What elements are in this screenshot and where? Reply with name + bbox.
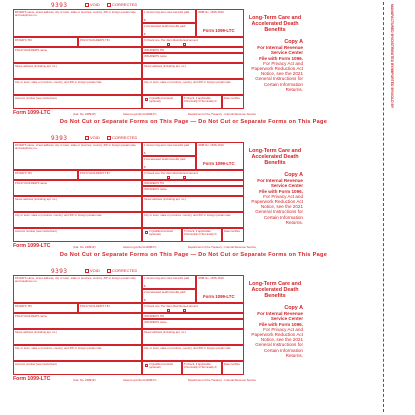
- city-label: City or town, state or province, country, and ZIP or foreign postal code: [144, 81, 231, 84]
- cat-number: (Cat. No. 23891P): [73, 112, 96, 116]
- policyholder-tin-box[interactable]: [78, 303, 142, 313]
- policyholder-city-box[interactable]: [13, 212, 142, 228]
- copy-a-label: Copy A: [284, 39, 303, 45]
- form-copy-2: [13, 135, 374, 268]
- box4[interactable]: [142, 95, 182, 109]
- reimbursed-checkbox[interactable]: [183, 309, 186, 312]
- account-label: Account number (see instructions): [15, 230, 58, 233]
- copy-for-label: For Internal Revenue Service Center: [257, 178, 303, 189]
- date-certified-box[interactable]: [222, 361, 244, 375]
- omb-box: [196, 9, 244, 37]
- side-vertical-text: MANUFACTURED BY/DISTRIBUTED BY/IMPORTED BY/SOLD BY: [390, 4, 394, 109]
- reimbursed-checkbox[interactable]: [183, 176, 186, 179]
- insured-street-box[interactable]: [142, 63, 244, 79]
- payer-label: PAYER'S name, street address, city or town, state or province, country, ZIP or foreign postal code, and telephone no.: [15, 11, 137, 18]
- form-year-label: Form 1099-LTC: [203, 294, 235, 299]
- box3-label: 3 Check one: Per diem Reimbursed amount: [144, 305, 199, 308]
- street-label: Street address (including apt. no.): [144, 198, 186, 201]
- omb-box: [196, 142, 244, 170]
- box2[interactable]: [142, 23, 196, 37]
- payer-label: PAYER'S name, street address, city or town, state or province, country, ZIP or foreign postal code, and telephone no.: [15, 144, 137, 151]
- void-checkbox[interactable]: [85, 269, 89, 273]
- qualified-contract-checkbox[interactable]: [145, 231, 148, 234]
- street-label: Street address (including apt. no.): [15, 198, 57, 201]
- policyholder-street-box[interactable]: [13, 63, 142, 79]
- insured-street-box[interactable]: [142, 196, 244, 212]
- insured-name-label: INSURED'S name: [144, 188, 167, 191]
- void-checkbox[interactable]: [85, 3, 89, 7]
- qualified-contract-checkbox[interactable]: [145, 98, 148, 101]
- form-name-footer: Form 1099-LTC: [13, 376, 51, 382]
- policyholder-city-box[interactable]: [13, 79, 142, 95]
- form-name-footer: Form 1099-LTC: [13, 110, 51, 116]
- insured-name-label: INSURED'S name: [144, 321, 167, 324]
- do-not-cut-warning: Do Not Cut or Separate Forms on This Page — Do Not Cut or Separate Forms on This Page: [59, 252, 328, 258]
- insured-tin-label: INSURED'S TIN: [144, 315, 165, 318]
- insured-name-box[interactable]: [142, 53, 244, 63]
- box3-label: 3 Check one: Per diem Reimbursed amount: [144, 39, 199, 42]
- form-copy-1: [13, 2, 374, 135]
- box1[interactable]: [142, 9, 196, 23]
- void-label: VOID: [90, 136, 100, 140]
- insured-tin-label: INSURED'S TIN: [144, 49, 165, 52]
- reimbursed-checkbox[interactable]: [183, 43, 186, 46]
- copy-for-label: For Internal Revenue Service Center: [257, 311, 303, 322]
- form-year-label: Form 1099-LTC: [203, 28, 235, 33]
- payer-tin-box[interactable]: [13, 303, 78, 313]
- irs-url: www.irs.gov/Form1099LTC: [123, 112, 157, 116]
- box1-label: 1 Gross long-term care benefits paid: [144, 11, 190, 14]
- form-name-footer: Form 1099-LTC: [13, 243, 51, 249]
- copy-a-label: Copy A: [284, 172, 303, 178]
- box4[interactable]: [142, 361, 182, 375]
- dollar-sign: $: [144, 33, 146, 36]
- box3[interactable]: [142, 170, 244, 180]
- box1-label: 1 Gross long-term care benefits paid: [144, 277, 190, 280]
- box4-label: 4 Qualified contract (optional): [149, 363, 174, 370]
- payer-tin-label: PAYER'S TIN: [15, 172, 32, 175]
- account-label: Account number (see instructions): [15, 97, 58, 100]
- file-with-label: File with Form 1096.: [259, 188, 303, 194]
- form-title: Long-Term Care and Accelerated Death Benefits: [248, 15, 302, 33]
- box2[interactable]: [142, 156, 196, 170]
- form-title: Long-Term Care and Accelerated Death Benefits: [248, 281, 302, 299]
- file-with-label: File with Form 1096.: [259, 55, 303, 61]
- date-certified-label: Date certified: [224, 363, 241, 366]
- form-code: 9393: [51, 135, 68, 142]
- policyholder-name-label: POLICYHOLDER'S name: [15, 315, 48, 318]
- insured-name-box[interactable]: [142, 319, 244, 329]
- policyholder-name-label: POLICYHOLDER'S name: [15, 49, 48, 52]
- account-number-box[interactable]: [13, 95, 142, 109]
- omb-number: OMB No. 1545-1519: [198, 144, 224, 147]
- payer-box[interactable]: [13, 142, 142, 170]
- form-copy-3: [13, 268, 374, 401]
- box3[interactable]: [142, 37, 244, 47]
- insured-street-box[interactable]: [142, 329, 244, 345]
- form-code: 9393: [51, 268, 68, 275]
- insured-tin-label: INSURED'S TIN: [144, 182, 165, 185]
- account-number-box[interactable]: [13, 228, 142, 242]
- corrected-label: CORRECTED: [112, 269, 138, 273]
- copy-info: [247, 39, 303, 92]
- street-label: Street address (including apt. no.): [15, 331, 57, 334]
- perforation-line: [383, 2, 384, 412]
- box2-label: 2 Accelerated death benefits paid: [144, 25, 186, 28]
- do-not-cut-warning: Do Not Cut or Separate Forms on This Page — Do Not Cut or Separate Forms on This Page: [59, 119, 328, 125]
- box1[interactable]: [142, 275, 196, 289]
- city-label: City or town, state or province, country, and ZIP or foreign postal code: [15, 214, 102, 217]
- street-label: Street address (including apt. no.): [144, 331, 186, 334]
- insured-name-box[interactable]: [142, 186, 244, 196]
- qualified-contract-checkbox[interactable]: [145, 364, 148, 367]
- copy-info: [247, 172, 303, 225]
- irs-url: www.irs.gov/Form1099LTC: [123, 378, 157, 382]
- irs-url: www.irs.gov/Form1099LTC: [123, 245, 157, 249]
- insured-city-box[interactable]: [142, 79, 244, 95]
- form-year-label: Form 1099-LTC: [203, 161, 235, 166]
- policyholder-tin-box[interactable]: [78, 170, 142, 180]
- dollar-sign: $: [144, 152, 146, 155]
- account-number-box[interactable]: [13, 361, 142, 375]
- cat-number: (Cat. No. 23891P): [73, 245, 96, 249]
- dept-text: Department of the Treasury - Internal Revenue Service: [188, 112, 256, 116]
- policyholder-city-box[interactable]: [13, 345, 142, 361]
- corrected-label: CORRECTED: [112, 3, 138, 7]
- city-label: City or town, state or province, country, and ZIP or foreign postal code: [144, 347, 231, 350]
- copy-info: [247, 305, 303, 358]
- date-certified-box[interactable]: [222, 95, 244, 109]
- insured-city-box[interactable]: [142, 345, 244, 361]
- policyholder-name-box[interactable]: [13, 313, 142, 329]
- city-label: City or town, state or province, country, and ZIP or foreign postal code: [15, 81, 102, 84]
- dollar-sign: $: [144, 166, 146, 169]
- policyholder-name-box[interactable]: [13, 47, 142, 63]
- box2-label: 2 Accelerated death benefits paid: [144, 158, 186, 161]
- account-label: Account number (see instructions): [15, 363, 58, 366]
- corrected-checkbox[interactable]: [107, 269, 111, 273]
- box1-label: 1 Gross long-term care benefits paid: [144, 144, 190, 147]
- dollar-sign: $: [144, 285, 146, 288]
- policyholder-street-box[interactable]: [13, 329, 142, 345]
- policyholder-tin-label: POLICYHOLDER'S TIN: [80, 305, 110, 308]
- dollar-sign: $: [144, 19, 146, 22]
- box5-label: 5 Check, if applicable: Chronically ill Terminally ill: [184, 97, 217, 104]
- copy-a-label: Copy A: [284, 305, 303, 311]
- insured-name-label: INSURED'S name: [144, 55, 167, 58]
- corrected-checkbox[interactable]: [107, 3, 111, 7]
- box2-label: 2 Accelerated death benefits paid: [144, 291, 186, 294]
- dept-text: Department of the Treasury - Internal Revenue Service: [188, 245, 256, 249]
- insured-city-box[interactable]: [142, 212, 244, 228]
- per-diem-checkbox[interactable]: [167, 43, 170, 46]
- privacy-notice: For Privacy Act and Paperwork Reduction Act Notice, see the 2021 General Instructions for Certain Information Returns.: [251, 60, 303, 92]
- per-diem-checkbox[interactable]: [167, 309, 170, 312]
- date-certified-label: Date certified: [224, 97, 241, 100]
- void-label: VOID: [90, 3, 100, 7]
- policyholder-tin-label: POLICYHOLDER'S TIN: [80, 172, 110, 175]
- corrected-checkbox[interactable]: [107, 136, 111, 140]
- corrected-label: CORRECTED: [112, 136, 138, 140]
- street-label: Street address (including apt. no.): [15, 65, 57, 68]
- box5-label: 5 Check, if applicable: Chronically ill Terminally ill: [184, 230, 217, 237]
- payer-box[interactable]: [13, 9, 142, 37]
- cat-number: (Cat. No. 23891P): [73, 378, 96, 382]
- omb-number: OMB No. 1545-1519: [198, 11, 224, 14]
- privacy-notice: For Privacy Act and Paperwork Reduction Act Notice, see the 2021 General Instructions for Certain Information Returns.: [251, 193, 303, 225]
- omb-box: [196, 275, 244, 303]
- form-title: Long-Term Care and Accelerated Death Benefits: [248, 148, 302, 166]
- box3-label: 3 Check one: Per diem Reimbursed amount: [144, 172, 199, 175]
- void-checkbox[interactable]: [85, 136, 89, 140]
- box1[interactable]: [142, 142, 196, 156]
- omb-number: OMB No. 1545-1519: [198, 277, 224, 280]
- payer-tin-label: PAYER'S TIN: [15, 305, 32, 308]
- box5[interactable]: [182, 228, 222, 242]
- city-label: City or town, state or province, country, and ZIP or foreign postal code: [144, 214, 231, 217]
- street-label: Street address (including apt. no.): [144, 65, 186, 68]
- city-label: City or town, state or province, country, and ZIP or foreign postal code: [15, 347, 102, 350]
- box2[interactable]: [142, 289, 196, 303]
- box4-label: 4 Qualified contract (optional): [149, 97, 174, 104]
- policyholder-tin-box[interactable]: [78, 37, 142, 47]
- box5[interactable]: [182, 361, 222, 375]
- per-diem-checkbox[interactable]: [167, 176, 170, 179]
- payer-tin-box[interactable]: [13, 37, 78, 47]
- payer-label: PAYER'S name, street address, city or town, state or province, country, ZIP or foreign postal code, and telephone no.: [15, 277, 137, 284]
- box5-label: 5 Check, if applicable: Chronically ill Terminally ill: [184, 363, 217, 370]
- box5[interactable]: [182, 95, 222, 109]
- privacy-notice: For Privacy Act and Paperwork Reduction Act Notice, see the 2021 General Instructions for Certain Information Returns.: [251, 326, 303, 358]
- form-code: 9393: [51, 2, 68, 9]
- dept-text: Department of the Treasury - Internal Revenue Service: [188, 378, 256, 382]
- policyholder-tin-label: POLICYHOLDER'S TIN: [80, 39, 110, 42]
- payer-box[interactable]: [13, 275, 142, 303]
- policyholder-street-box[interactable]: [13, 196, 142, 212]
- file-with-label: File with Form 1096.: [259, 321, 303, 327]
- date-certified-label: Date certified: [224, 230, 241, 233]
- side-strip: [388, 4, 396, 404]
- payer-tin-label: PAYER'S TIN: [15, 39, 32, 42]
- void-label: VOID: [90, 269, 100, 273]
- date-certified-box[interactable]: [222, 228, 244, 242]
- box4[interactable]: [142, 228, 182, 242]
- dollar-sign: $: [144, 299, 146, 302]
- policyholder-name-label: POLICYHOLDER'S name: [15, 182, 48, 185]
- box4-label: 4 Qualified contract (optional): [149, 230, 174, 237]
- box3[interactable]: [142, 303, 244, 313]
- policyholder-name-box[interactable]: [13, 180, 142, 196]
- copy-for-label: For Internal Revenue Service Center: [257, 45, 303, 56]
- payer-tin-box[interactable]: [13, 170, 78, 180]
